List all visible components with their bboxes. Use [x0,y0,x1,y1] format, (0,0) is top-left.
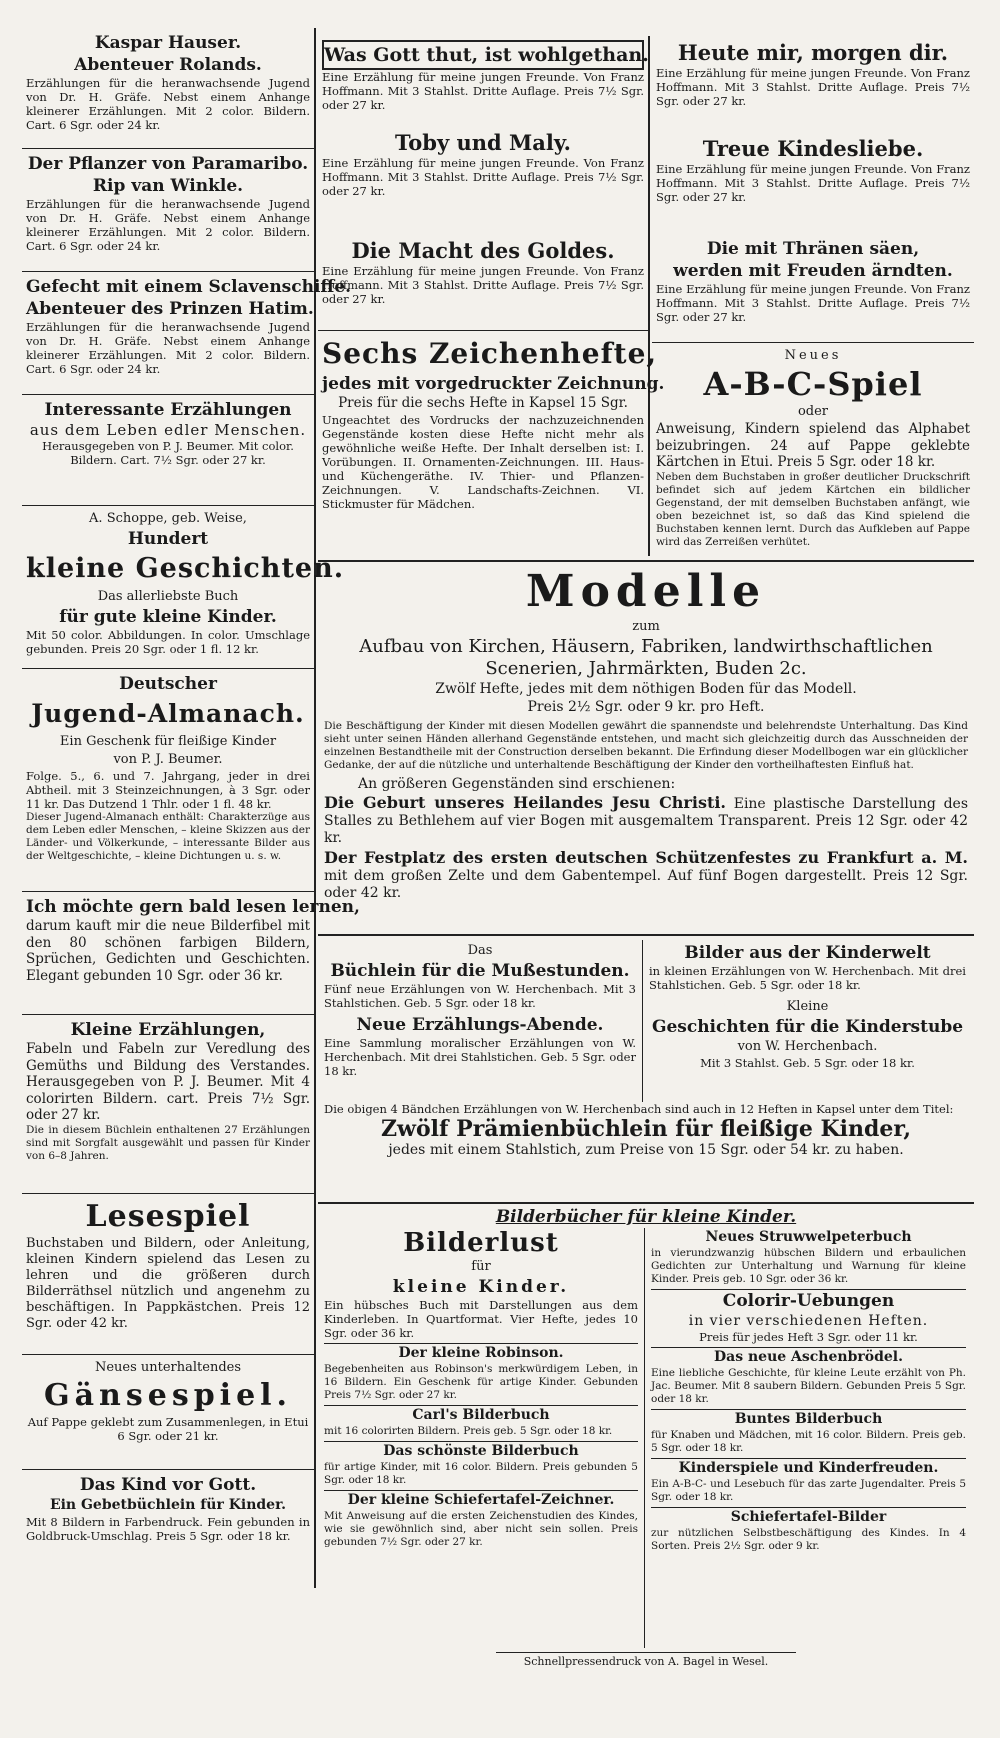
ad-body: Mit 8 Bildern in Farbendruck. Fein gebunden in Goldbruck-Umschlag. Preis 5 Sgr. oder 18 kr. [26,1515,310,1543]
ad-title: Sechs Zeichenhefte, [322,337,658,370]
ad-subtitle: von W. Herchenbach. [737,1039,878,1054]
ad-body: Erzählungen für die heranwachsende Jugend von Dr. H. Gräfe. Nebst einem Anhange kleinerer Erzählungen. Mit 2 color. Bildern. Cart. 6 Sgr. oder 24 kr. [26,197,310,253]
ad-body: Begebenheiten aus Robinson's merkwürdigem Leben, in 16 Bildern. Ein Geschenk für artige Kinder. Gebunden Preis 7½ Sgr. oder 27 kr. [324,1363,638,1406]
ad-note: Die obigen 4 Bändchen Erzählungen von W. Herchenbach sind auch in 12 Heften in Kapsel unter dem Titel: [324,1102,954,1116]
ad-body: Ungeachtet des Vordrucks der nachzuzeichnenden Gegenstände kosten diese Hefte nicht mehr als gewöhnliche weiße Hefte. Der Inhalt derselben ist: I. Vorübungen. II. Ornamenten-Zeichnungen. III. Haus- und Küchengeräthe. IV. Thier- und Pflanzen-Zeichnungen. V. Landschafts-Zeichnen. VI. Stickmuster für Mädchen. [322,412,644,511]
ad-title: Ich möchte gern bald lesen lernen, [26,897,360,917]
ad-title: Colorir-Uebungen [722,1291,895,1311]
ad-item-title: Der Festplatz des ersten deutschen Schützenfestes zu Frankfurt a. M. [324,847,968,867]
ad-body: Herausgegeben von P. J. Beumer. Mit color. Bildern. Cart. 7½ Sgr. oder 27 kr. [42,439,294,467]
ad-subtitle: in vier verschiedenen Heften. [688,1313,929,1329]
ad-toby-und-maly [318,126,648,234]
ad-body: für Knaben und Mädchen, mit 16 color. Bildern. Preis geb. 5 Sgr. oder 18 kr. [651,1429,966,1459]
ad-body: darum kauft mir die neue Bilderfibel mit den 80 schönen farbigen Bildern, Sprüchen, Gedichten und Geschichten. Elegant gebunden 10 Sgr. oder 36 kr. [26,918,310,984]
ad-body: Preis für die sechs Hefte in Kapsel 15 Sgr. [338,395,628,411]
ad-title: Das Kind vor Gott. [79,1475,257,1495]
ad-title: Treue Kindesliebe. [702,136,924,161]
ad-body: Eine Erzählung für meine jungen Freunde. Von Franz Hoffmann. Mit 3 Stahlst. Dritte Auflage. Preis 7½ Sgr. oder 27 kr. [656,162,970,204]
ad-title: Neue Erzählungs-Abende. [356,1015,604,1035]
ad-title: für gute kleine Kinder. [59,607,277,627]
ad-pre: oder [797,404,829,419]
middle-column [318,36,665,556]
ad-title: Gänsespiel. [43,1378,293,1413]
ad-pre: Neues [784,348,842,363]
ad-title: Modelle [525,566,767,617]
bilder-left [318,1228,644,1648]
ad-body: mit 16 colorirten Bildern. Preis geb. 5 Sgr. oder 18 kr. [324,1425,638,1442]
ad-title: kleine Kinder. [392,1277,570,1297]
ad-title: Carl's Bilderbuch [412,1407,550,1423]
ad-item-title: Die Geburt unseres Heilandes Jesu Christi. [324,792,726,812]
bilder-row [318,1228,974,1648]
ad-body: Fabeln und Fabeln zur Veredlung des Gemüths und Bildung des Verstandes. Herausgegeben von P. J. Beumer. Mit 4 colorirten Bildern. cart. Preis 7½ Sgr. oder 27 kr. [26,1041,310,1123]
ad-title: Der kleine Schiefertafel-Zeichner. [347,1492,615,1508]
ad-note: Die in diesem Büchlein enthaltenen 27 Erzählungen sind mit Sorgfalt ausgewählt und passen für Kinder von 6–8 Jahren. [26,1123,310,1162]
printer-footer: Schnellpressendruck von A. Bagel in Wesel. [496,1652,796,1671]
ad-author: von P. J. Beumer. [113,752,223,767]
ad-body: Mit Anweisung auf die ersten Zeichenstudien des Kindes, wie sie gewöhnlich sind, aber nicht sein sollen. Preis gebunden 7½ Sgr. oder 27 kr. [324,1510,638,1548]
ad-title: kleine Geschichten. [26,553,345,584]
ad-title: Rip van Winkle. [92,176,244,196]
ad-gaensespiel [22,1355,314,1470]
ad-body: Eine Erzählung für meine jungen Freunde. Von Franz Hoffmann. Mit 3 Stahlst. Dritte Auflage. Preis 7½ Sgr. oder 27 kr. [322,156,644,198]
ad-title: Der kleine Robinson. [398,1345,564,1361]
ad-body: Erzählungen für die heranwachsende Jugend von Dr. H. Gräfe. Nebst einem Anhange kleinerer Erzählungen. Mit 2 color. Bildern. Cart. 6 Sgr. oder 24 kr. [26,320,310,376]
ad-pre: Das [467,943,493,958]
ad-body: für artige Kinder, mit 16 color. Bildern. Preis gebunden 5 Sgr. oder 18 kr. [324,1461,638,1491]
ad-interessante-erzaehlungen [22,395,314,506]
herchenbach-left [318,940,642,1102]
bilder-right [644,1228,972,1648]
ad-body: zur nützlichen Selbstbeschäftigung des Kindes. In 4 Sorten. Preis 2½ Sgr. oder 9 kr. [651,1527,966,1552]
ad-kaspar-hauser [22,28,314,149]
ad-sclavenschiff [22,272,352,395]
ad-macht-des-goldes [318,234,648,331]
ad-body: Preis für jedes Heft 3 Sgr. oder 11 kr. [651,1330,966,1348]
ad-item [324,794,968,847]
ad-title: Was Gott thut, ist wohlgethan. [322,40,644,70]
ad-bilderfibel [22,892,360,1015]
ad-body: Eine Erzählung für meine jungen Freunde. Von Franz Hoffmann. Mit 3 Stahlst. Dritte Auflage. Preis 7½ Sgr. oder 27 kr. [322,70,644,112]
ad-title: Hundert [127,529,209,549]
right-column [652,36,974,556]
ad-bilderbuecher [318,1206,974,1684]
ad-was-gott-thut [318,36,648,126]
herchenbach-right [642,940,972,1102]
ad-body: Eine Erzählung für meine jungen Freunde. Von Franz Hoffmann. Mit 3 Stahlst. Dritte Auflage. Preis 7½ Sgr. oder 27 kr. [322,264,644,306]
ad-body: Buchstaben und Bildern, oder Anleitung, kleinen Kindern spielend das Lesen zu lehren und die größeren durch Bilderräthsel nützlich und angenehm zu beschäftigen. In Pappkästchen. Preis 12 Sgr. oder 42 kr. [26,1236,310,1331]
ad-title: Das neue Aschenbrödel. [714,1349,903,1365]
section-header: Bilderbücher für kleine Kinder. [495,1207,797,1227]
ad-body: Mit 3 Stahlst. Geb. 5 Sgr. oder 18 kr. [700,1056,915,1070]
ad-body: Auf Pappe geklebt zum Zusammenlegen, in Etui 6 Sgr. oder 21 kr. [27,1415,309,1443]
ad-title: Bilder aus der Kinderwelt [684,943,931,963]
ad-body: Fünf neue Erzählungen von W. Herchenbach. Mit 3 Stahlstichen. Geb. 5 Sgr. oder 18 kr. [324,982,636,1010]
ad-note: Die Beschäftigung der Kinder mit diesen Modellen gewährt die spannendste und belehrendste Unterhaltung. Das Kind sieht unter seinen Händen allerhand Gegenstände entstehen, und macht sich gleichzeitig durch das Ausschneiden der einzelnen Bestandtheile mit der Construction derselben bekannt. Die Erfindung dieser Modellbogen war ein glücklicher Gedanke, der auf die nützliche und unterhaltende Beschäftigung der Kinder den vortheilhaftesten Einfluß hat. [324,720,968,771]
ad-pre: zum [632,619,660,634]
ad-title: Lesespiel [85,1199,251,1234]
ad-herchenbach [318,940,974,1204]
ad-subtitle: Aufbau von Kirchen, Häusern, Fabriken, landwirthschaftlichen Scenerien, Jahrmärkten, Buden 2c. [359,636,933,679]
ad-title: Heute mir, morgen dir. [677,40,949,65]
ad-title: Der Pflanzer von Paramaribo. [27,154,309,174]
ad-thraenen-saeen [652,234,974,343]
ad-title: Das schönste Bilderbuch [383,1443,579,1459]
ad-body: in vierundzwanzig hübschen Bildern und erbaulichen Gedichten zur Unterhaltung und Warnung für kleine Kinder. Preis geb. 10 Sgr. oder 36 kr. [651,1247,966,1290]
ad-title: Neues Struwwelpeterbuch [705,1229,912,1245]
ad-pre: Neues unterhaltendes [94,1360,242,1375]
ad-item-body: Eine plastische Darstellung des Stalles zu Bethlehem auf vier Bogen mit ausgemaltem Transparent. Preis 12 Sgr. oder 42 kr. [324,795,968,846]
ad-body: Eine Erzählung für meine jungen Freunde. Von Franz Hoffmann. Mit 3 Stahlst. Dritte Auflage. Preis 7½ Sgr. oder 27 kr. [656,66,970,108]
ad-title: A-B-C-Spiel [703,365,923,403]
ad-body: Ein hübsches Buch mit Darstellungen aus dem Kinderleben. In Quartformat. Vier Hefte, jedes 10 Sgr. oder 36 kr. [324,1298,638,1344]
ad-abc-spiel [652,343,974,583]
ad-body: Eine Sammlung moralischer Erzählungen von W. Herchenbach. Mit drei Stahlstichen. Geb. 5 Sgr. oder 18 kr. [324,1036,636,1078]
ad-title: werden mit Freuden ärndten. [673,261,953,281]
ad-note: Neben dem Buchstaben in großer deutlicher Druckschrift befindet sich auf jedem Kärtchen ein bildlicher Gegenstand, der mit demselben Buchstaben anfängt, wie oben bezeichnet ist, so daß das Kind spielend die Buchstaben kennen lernt. Durch das Aufkleben auf Pappe wird das Zerreißen verhütet. [656,470,970,548]
ad-modelle [318,560,974,936]
ad-subtitle: aus dem Leben edler Menschen. [29,421,307,439]
ad-pflanzer [22,149,314,272]
ad-note: Dieser Jugend-Almanach enthält: Charakterzüge aus dem Leben edler Menschen, – kleine Skizzen aus der Länder- und Völkerkunde, – interessante Bilder aus der Weltgeschichte, – kleine Dichtungen u. s. w. [26,811,310,862]
ad-body: jedes mit einem Stahlstich, zum Preise von 15 Sgr. oder 54 kr. zu haben. [388,1142,904,1158]
ad-lesespiel [22,1194,314,1355]
ad-body: Erzählungen für die heranwachsende Jugend von Dr. H. Gräfe. Nebst einem Anhange kleinerer Erzählungen. Mit 2 color. Bildern. Cart. 6 Sgr. oder 24 kr. [26,76,310,132]
ad-title: Abenteuer Rolands. [74,55,262,75]
ad-title: Kinderspiele und Kinderfreuden. [678,1460,939,1476]
ad-subtitle: Ein Geschenk für fleißige Kinder [59,734,277,749]
ad-title: Abenteuer des Prinzen Hatim. [26,299,314,319]
ad-subtitle: Das allerliebste Buch [97,589,239,604]
ad-title: Die Macht des Goldes. [351,238,615,263]
ad-title: Büchlein für die Mußestunden. [330,961,630,981]
ad-title: Schiefertafel-Bilder [730,1509,887,1525]
ad-heute-mir [652,36,974,132]
ad-title: Kleine Erzählungen, [70,1020,266,1040]
ad-title: Geschichten für die Kinderstube [651,1017,964,1037]
ad-title: Bilderlust [403,1228,559,1258]
ad-pre: Kleine [786,999,829,1014]
ad-hundert-geschichten [22,506,345,669]
ad-body: Eine Erzählung für meine jungen Freunde. Von Franz Hoffmann. Mit 3 Stahlst. Dritte Auflage. Preis 7½ Sgr. oder 27 kr. [656,282,970,324]
ad-title: Jugend-Almanach. [31,699,305,728]
ad-title: Deutscher [119,674,217,694]
ad-pre: für [471,1259,491,1274]
ad-title: Toby und Maly. [395,130,571,155]
ad-title: jedes mit vorgedruckter Zeichnung. [322,374,665,394]
ad-treue-kindesliebe [652,132,974,234]
ad-line: Zwölf Hefte, jedes mit dem nöthigen Boden für das Modell. [435,681,857,697]
ad-kind-vor-gott [22,1470,314,1572]
ad-intro: An größeren Gegenständen sind erschienen: [358,776,676,792]
ad-author: A. Schoppe, geb. Weise, [89,511,247,526]
ad-zeichenhefte [318,331,665,571]
ad-kleine-erzaehlungen [22,1015,314,1194]
ad-body: Folge. 5., 6. und 7. Jahrgang, jeder in drei Abtheil. mit 3 Steinzeichnungen, à 3 Sgr. oder 11 kr. Das Dutzend 1 Thlr. oder 1 fl. 48 kr. [26,769,310,811]
ad-item [324,849,968,902]
ad-title: Zwölf Prämienbüchlein für fleißige Kinder, [381,1116,911,1142]
ad-title: Interessante Erzählungen [44,400,292,420]
ad-jugend-almanach [22,669,314,892]
left-column [22,28,360,1588]
ad-title: Kaspar Hauser. [94,33,242,53]
ad-body: Anweisung, Kindern spielend das Alphabet beizubringen. 24 auf Pappe geklebte Kärtchen in Etui. Preis 5 Sgr. oder 18 kr. [656,421,970,470]
ad-body: Ein A-B-C- und Lesebuch für das zarte Jugendalter. Preis 5 Sgr. oder 18 kr. [651,1478,966,1508]
ad-subtitle: Ein Gebetbüchlein für Kinder. [49,1497,287,1513]
ad-body: Mit 50 color. Abbildungen. In color. Umschlage gebunden. Preis 20 Sgr. oder 1 fl. 12 kr. [26,628,310,656]
herchenbach-row [318,940,974,1102]
ad-body: Eine liebliche Geschichte, für kleine Leute erzählt von Ph. Jac. Beumer. Mit 8 saubern Bildern. Gebunden Preis 5 Sgr. oder 18 kr. [651,1367,966,1410]
ad-title: Gefecht mit einem Sclavenschiffe. [26,277,352,297]
ad-item-body: mit dem großen Zelte und dem Gabentempel. Auf fünf Bogen dargestellt. Preis 12 Sgr. oder 42 kr. [324,867,968,901]
ad-title: Buntes Bilderbuch [734,1411,883,1427]
ad-line: Preis 2½ Sgr. oder 9 kr. pro Heft. [527,699,765,715]
ad-title: Die mit Thränen säen, [706,239,920,259]
ad-body: in kleinen Erzählungen von W. Herchenbach. Mit drei Stahlstichen. Geb. 5 Sgr. oder 18 kr. [649,964,966,992]
